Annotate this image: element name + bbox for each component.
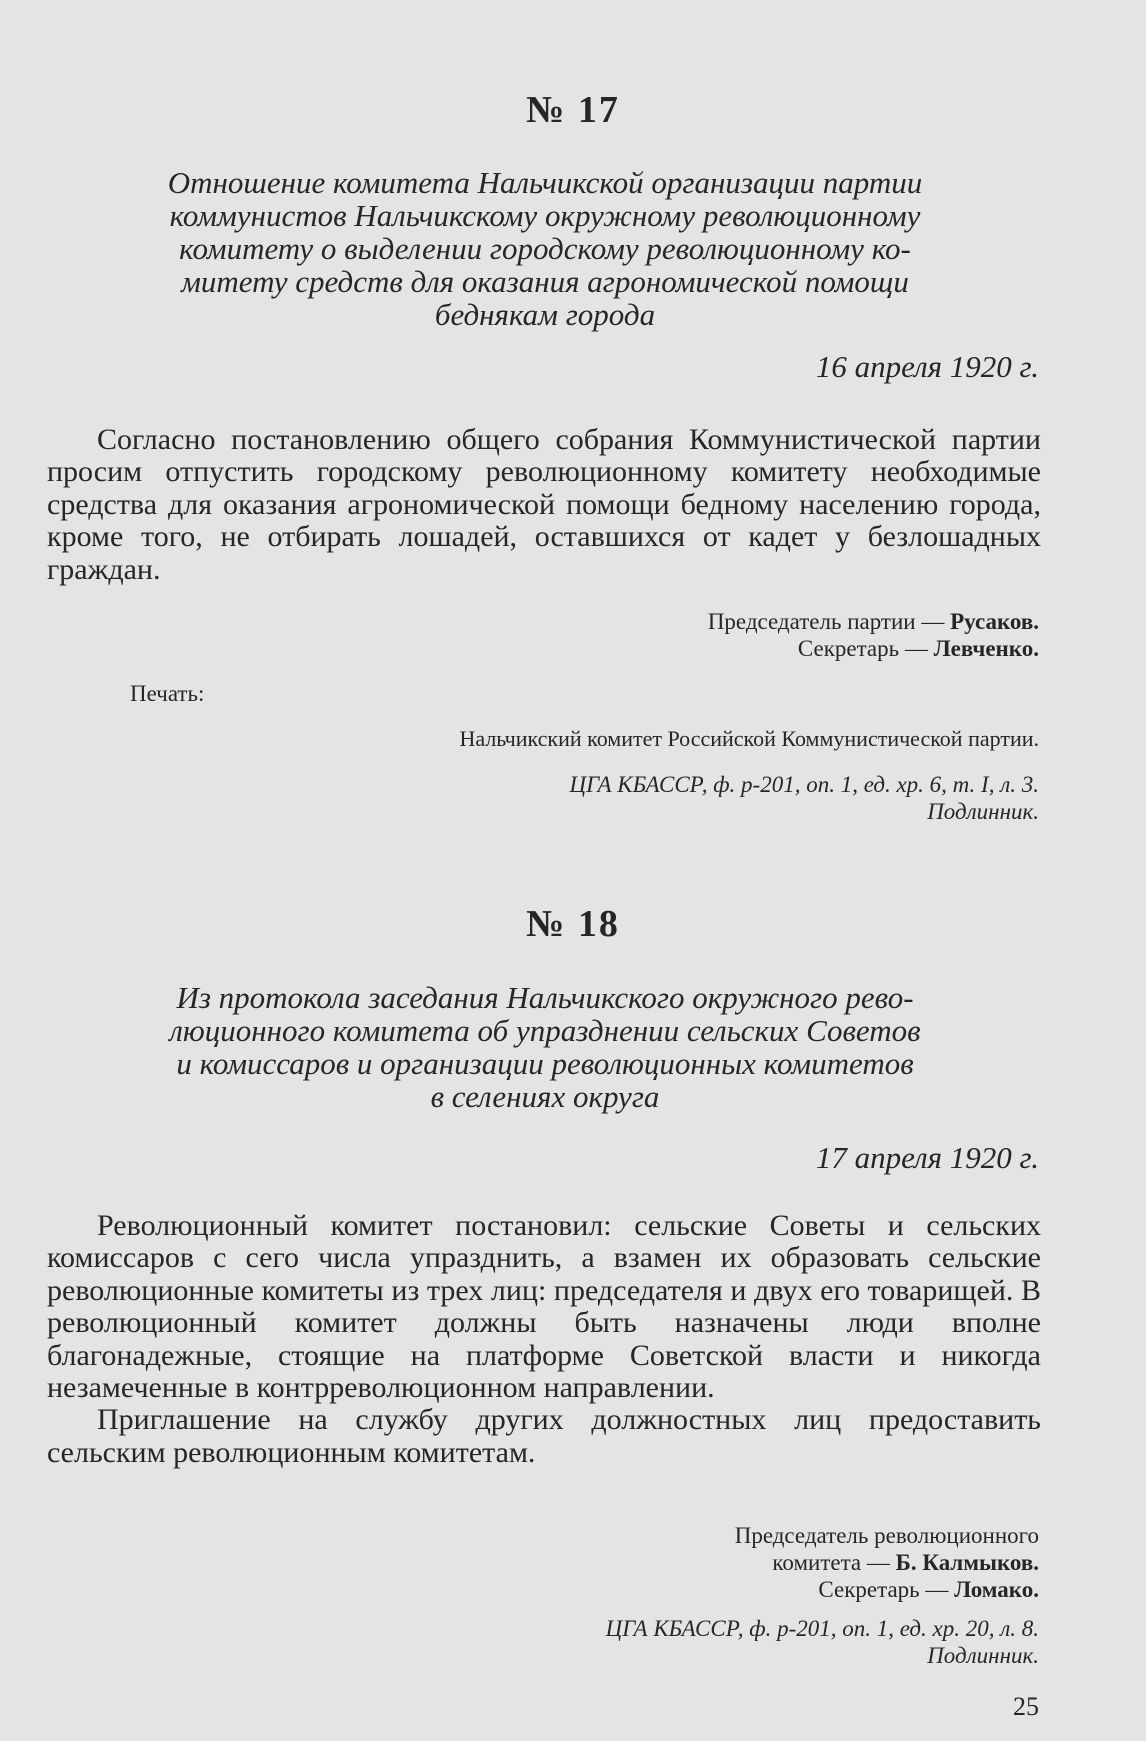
original-note: Подлинник. (927, 799, 1039, 824)
original-note: Подлинник. (927, 1643, 1039, 1668)
doc17-signatures (708, 608, 1039, 662)
signature-chairman: Председатель партии — Русаков. (707, 609, 1039, 634)
doc17-title-line: беднякам города (434, 297, 656, 332)
doc17-date: 16 апреля 1920 г. (815, 349, 1039, 384)
doc18-signatures (735, 1522, 1039, 1603)
doc17-paragraph: Согласно постановлению общего собрания Коммунистической партии просим отпустить городскому революционному комитету необходимые средства для оказания агрономической помощи бедному населению города, кроме того, не отбирать лошадей, оставшихся от кадет у безлошадных граждан. (47, 423, 1041, 586)
doc18-title-line: и комиссаров и организации революционных комитетов (176, 1046, 914, 1081)
archive-reference: ЦГА КБАССР, ф. р-201, оп. 1, ед. хр. 6, т. I, л. 3. (569, 772, 1039, 797)
doc18-title-line: люционного комитета об упразднении сельских Советов (169, 1013, 921, 1048)
doc17-title-line: Отношение комитета Нальчикской организации партии (167, 165, 923, 200)
doc18-number: № 18 (526, 903, 620, 945)
doc18-body (47, 1210, 1041, 1469)
page-number: 25 (1013, 1692, 1039, 1721)
doc17-title-line: коммунистов Нальчикскому окружному революционному (169, 198, 921, 233)
doc17-number: № 17 (526, 89, 620, 131)
archive-reference: ЦГА КБАССР, ф. р-201, оп. 1, ед. хр. 20, л. 8. (605, 1616, 1039, 1641)
doc18-source (606, 1615, 1039, 1669)
signature-secretary: Секретарь — Ломако. (818, 1577, 1039, 1602)
doc17-title (100, 166, 990, 331)
seal-label: Печать: (130, 681, 205, 706)
signature-chairman-line1: Председатель революционного (734, 1523, 1039, 1548)
doc18-paragraph: Приглашение на службу других должностных лиц предоставить сельским революционным комитетам. (47, 1403, 1041, 1469)
doc18-title-line: в селениях округа (430, 1079, 660, 1114)
seal-text: Нальчикский комитет Российской Коммунистической партии. (459, 726, 1039, 751)
doc18-title-line: Из протокола заседания Нальчикского окружного рево- (176, 980, 914, 1015)
doc17-body (47, 424, 1041, 586)
doc17-source (570, 771, 1039, 825)
signature-secretary: Секретарь — Левченко. (797, 636, 1039, 661)
doc18-paragraph: Революционный комитет постановил: сельские Советы и сельских комиссаров с сего числа упразднить, а взамен их образовать сельские революционные комитеты из трех лиц: председателя и двух его товарищей. В революционный комитет должны быть назначены люди вполне благонадежные, стоящие на платформе Советской власти и никогда незамеченные в контрреволюционном направлении. (47, 1209, 1041, 1405)
doc18-date: 17 апреля 1920 г. (815, 1140, 1039, 1175)
doc17-title-line: комитету о выделении городскому революционному ко- (179, 231, 911, 266)
signature-chairman-line2: комитета — Б. Калмыков. (772, 1550, 1039, 1575)
doc18-title (100, 981, 990, 1113)
doc17-title-line: митету средств для оказания агрономической помощи (181, 264, 909, 299)
